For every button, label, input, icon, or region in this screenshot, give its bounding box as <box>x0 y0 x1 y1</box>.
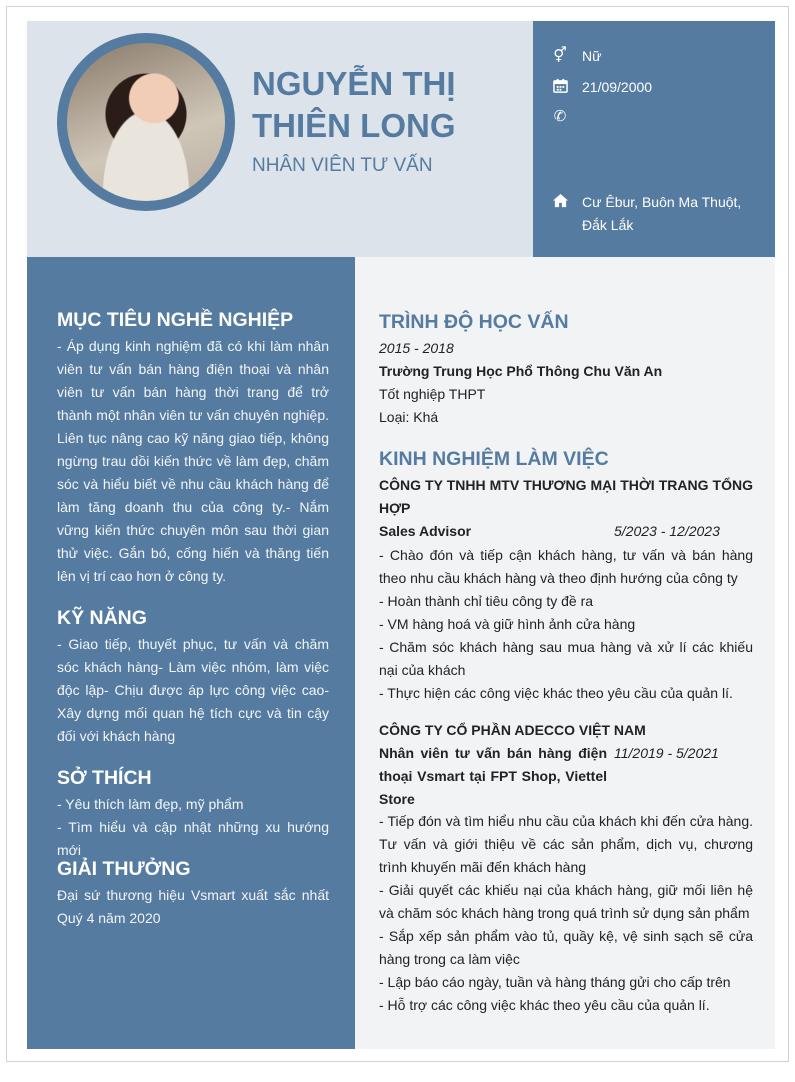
job-2-company: CÔNG TY CỔ PHẦN ADECCO VIỆT NAM <box>379 722 646 738</box>
duty-item: - Chăm sóc khách hàng sau mua hàng và xử lí các khiếu nại của khách <box>379 639 753 678</box>
cv-sheet <box>27 21 775 1049</box>
avatar <box>67 43 225 201</box>
duty-item: - Sắp xếp sản phẩm vào tủ, quầy kệ, vệ sinh sạch sẽ cửa hàng trong ca làm việc <box>379 928 753 967</box>
duty-item: - Thực hiện các công việc khác theo yêu cầu của quản lí. <box>379 685 733 701</box>
duty-item: - Lập báo cáo ngày, tuần và hàng tháng gửi cho cấp trên <box>379 974 731 990</box>
job-1-duties <box>379 544 753 705</box>
name-line-2: THIÊN LONG <box>252 107 456 144</box>
calendar-icon <box>551 78 569 96</box>
full-name <box>252 63 522 147</box>
contact-panel <box>533 21 775 257</box>
gender-icon: ⚥ <box>553 47 567 64</box>
job-1-period: 5/2023 - 12/2023 <box>614 523 720 539</box>
duty-item: - Giải quyết các khiếu nại của khách hàng, giữ mối liên hệ và chăm sóc khách hàng trong quá trình sử dụng sản phẩm <box>379 882 753 921</box>
job-2-period: 11/2019 - 5/2021 <box>614 745 719 761</box>
phone-icon: ✆ <box>553 108 567 125</box>
experience-heading: KINH NGHIỆM LÀM VIỆC <box>379 448 609 470</box>
avatar-frame <box>57 33 235 211</box>
hobby-item: - Tìm hiểu và cập nhật những xu hướng mới <box>57 819 329 858</box>
duty-item: - Hoàn thành chỉ tiêu công ty đề ra <box>379 593 594 609</box>
objective-text: - Áp dụng kinh nghiệm đã có khi làm nhân viên tư vấn bán hàng điện thoại và nhân viên tư vấn bán hàng thời trang để trở thành một nhân viên tư vấn chuyên nghiệp. Liên tục nâng cao kỹ năng giao tiếp, không ngừng trau dồi kiến thức về làm đẹp, chăm sóc và hiểu biết về nhu cầu khách hàng để làm tăng doanh thu của công ty.- Nắm vững kiến thức chuyên môn sau thời gian thử việc. Gắn bó, cống hiến và thăng tiến lên vị trí cao hơn ở công ty. <box>57 338 329 584</box>
main-content <box>355 257 775 1049</box>
duty-item: - Chào đón và tiếp cận khách hàng, tư vấn và bán hàng theo nhu cầu khách hàng và theo định hướng của công ty <box>379 547 753 586</box>
job-1-position: Sales Advisor <box>379 523 472 539</box>
home-icon <box>551 193 569 211</box>
profile-header <box>27 21 533 257</box>
duty-item: - Hỗ trợ các công việc khác theo yêu cầu của quản lí. <box>379 997 710 1013</box>
birthday-value: 21/09/2000 <box>582 79 653 95</box>
job-title: NHÂN VIÊN TƯ VẤN <box>252 155 433 176</box>
awards-heading: GIẢI THƯỞNG <box>57 858 191 880</box>
education-degree: Tốt nghiệp THPT <box>379 386 486 402</box>
duty-item: - VM hàng hoá và giữ hình ảnh cửa hàng <box>379 616 636 632</box>
gender-value: Nữ <box>582 48 602 64</box>
address-value: Cư Êbur, Buôn Ma Thuột, Đắk Lắk <box>582 194 742 233</box>
hobbies-list <box>57 793 329 862</box>
hobby-item: - Yêu thích làm đẹp, mỹ phẩm <box>57 796 244 812</box>
job-1-company: CÔNG TY TNHH MTV THƯƠNG MẠI THỜI TRANG TỔNG HỢP <box>379 477 753 516</box>
duty-item: - Tiếp đón và tìm hiểu nhu cầu của khách khi đến cửa hàng. Tư vấn và giới thiệu về các sản phẩm, dịch vụ, chương trình khuyến mãi đến khách hàng <box>379 813 753 875</box>
awards-text: Đại sứ thương hiệu Vsmart xuất sắc nhất Quý 4 năm 2020 <box>57 887 329 926</box>
education-period: 2015 - 2018 <box>379 340 454 356</box>
name-line-1: NGUYỄN THỊ <box>252 65 456 102</box>
job-2-duties <box>379 810 753 1017</box>
education-heading: TRÌNH ĐỘ HỌC VẤN <box>379 311 569 333</box>
hobbies-heading: SỞ THÍCH <box>57 767 152 789</box>
objective-heading: MỤC TIÊU NGHỀ NGHIỆP <box>57 309 294 331</box>
document-page <box>6 6 789 1062</box>
skills-heading: KỸ NĂNG <box>57 607 147 629</box>
education-school: Trường Trung Học Phổ Thông Chu Văn An <box>379 363 663 379</box>
job-2-position: Nhân viên tư vấn bán hàng điện thoại Vsmart tại FPT Shop, Viettel Store <box>379 745 607 807</box>
skills-text: - Giao tiếp, thuyết phục, tư vấn và chăm sóc khách hàng- Làm việc nhóm, làm việc độc lập- Chịu được áp lực công việc cao- Xây dựng mối quan hệ tích cực và tin cậy đối với khách hàng <box>57 636 329 744</box>
education-grade: Loại: Khá <box>379 409 439 425</box>
sidebar <box>27 257 355 1049</box>
